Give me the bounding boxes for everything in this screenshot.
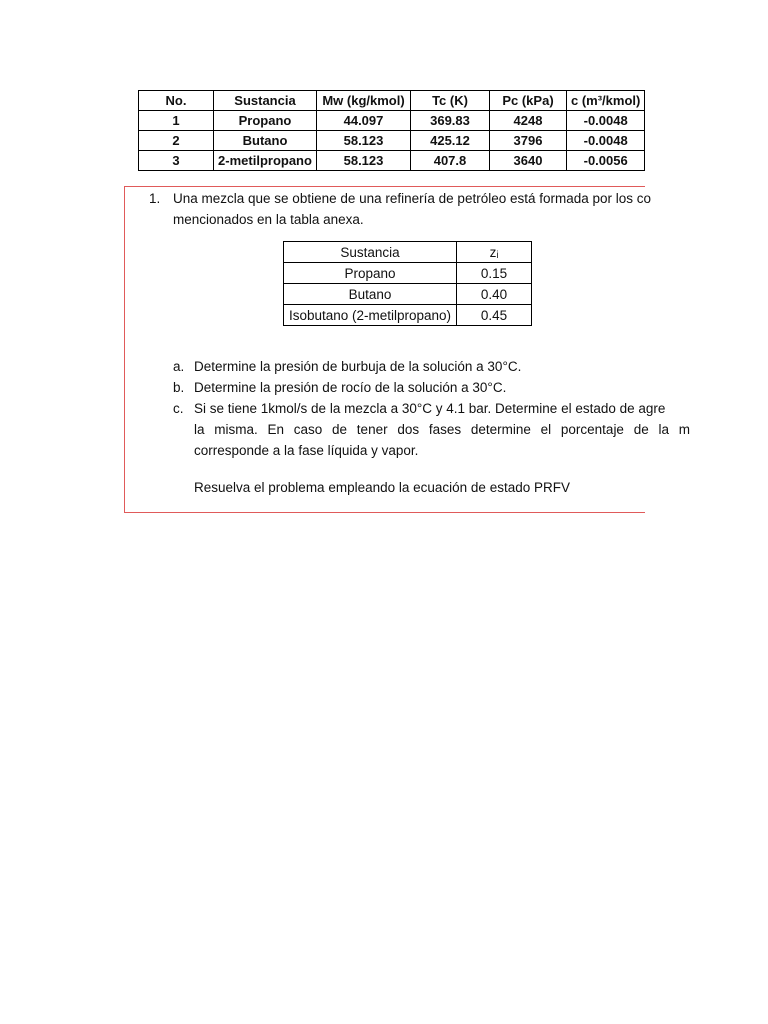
item-b-letter: b. xyxy=(173,380,185,395)
problem-number: 1. xyxy=(149,191,161,206)
table-row xyxy=(139,111,645,131)
cell-no: 1 xyxy=(139,111,214,131)
cell-mole-fraction: 0.45 xyxy=(457,305,532,326)
cell-substance: 2-metilpropano xyxy=(214,151,317,171)
cell-mw: 44.097 xyxy=(317,111,411,131)
composition-header-row xyxy=(284,242,532,263)
item-a-text: Determine la presión de burbuja de la solución a 30°C. xyxy=(194,359,522,374)
cell-tc: 369.83 xyxy=(411,111,490,131)
cell-no: 3 xyxy=(139,151,214,171)
cell-pc: 3796 xyxy=(490,131,567,151)
table-row xyxy=(284,284,532,305)
composition-table xyxy=(283,241,532,326)
properties-table xyxy=(138,90,645,171)
header-no: No. xyxy=(139,91,214,111)
cell-substance: Butano xyxy=(284,284,457,305)
cell-substance: Isobutano (2-metilpropano) xyxy=(284,305,457,326)
properties-header-row xyxy=(139,91,645,111)
cell-tc: 425.12 xyxy=(411,131,490,151)
cell-mw: 58.123 xyxy=(317,151,411,171)
cell-substance: Butano xyxy=(214,131,317,151)
item-a-letter: a. xyxy=(173,359,185,374)
table-row xyxy=(139,151,645,171)
cell-no: 2 xyxy=(139,131,214,151)
cell-substance: Propano xyxy=(284,263,457,284)
header-c: c (m³/kmol) xyxy=(567,91,645,111)
cell-pc: 4248 xyxy=(490,111,567,131)
header-tc: Tc (K) xyxy=(411,91,490,111)
header-substance: Sustancia xyxy=(214,91,317,111)
cell-mole-fraction: 0.15 xyxy=(457,263,532,284)
header-mw: Mw (kg/kmol) xyxy=(317,91,411,111)
problem-intro-line-2: mencionados en la tabla anexa. xyxy=(173,212,364,227)
item-c-letter: c. xyxy=(173,401,184,416)
table-row xyxy=(284,305,532,326)
header-mole-fraction: zᵢ xyxy=(457,242,532,263)
item-b-text: Determine la presión de rocío de la solución a 30°C. xyxy=(194,380,507,395)
problem-box xyxy=(124,186,690,513)
item-c-text-line-2: la misma. En caso de tener dos fases determine el porcentaje de la m xyxy=(194,422,690,437)
cell-c: -0.0056 xyxy=(567,151,645,171)
problem-clip xyxy=(124,186,690,514)
table-row xyxy=(284,263,532,284)
item-c-text-line-1: Si se tiene 1kmol/s de la mezcla a 30°C y 4.1 bar. Determine el estado de agre xyxy=(194,401,666,416)
table-row xyxy=(139,131,645,151)
cell-c: -0.0048 xyxy=(567,111,645,131)
cell-c: -0.0048 xyxy=(567,131,645,151)
header-pc: Pc (kPa) xyxy=(490,91,567,111)
problem-intro-line-1: Una mezcla que se obtiene de una refinería de petróleo está formada por los co xyxy=(173,191,652,206)
cell-tc: 407.8 xyxy=(411,151,490,171)
cell-substance: Propano xyxy=(214,111,317,131)
item-c-text-line-3: corresponde a la fase líquida y vapor. xyxy=(194,443,419,458)
header-substance: Sustancia xyxy=(284,242,457,263)
cell-pc: 3640 xyxy=(490,151,567,171)
closing-instruction: Resuelva el problema empleando la ecuación de estado PRFV xyxy=(194,480,570,495)
cell-mole-fraction: 0.40 xyxy=(457,284,532,305)
cell-mw: 58.123 xyxy=(317,131,411,151)
